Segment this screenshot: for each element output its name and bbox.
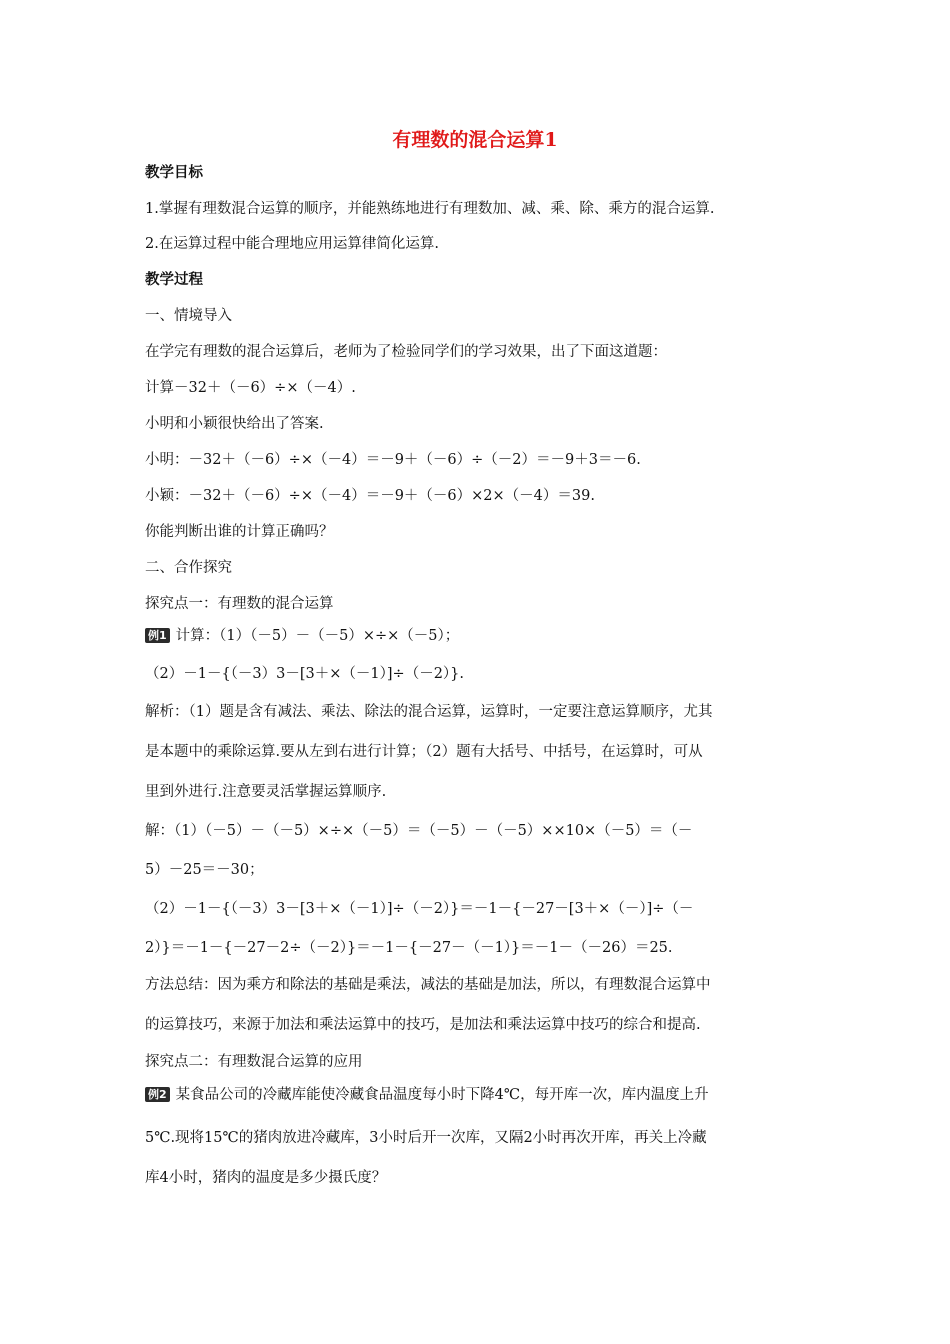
example-1-badge: 例1	[145, 628, 170, 643]
example-2-badge: 例2	[145, 1087, 170, 1102]
intro-line-1: 在学完有理数的混合运算后，老师为了检验同学们的学习效果，出了下面这道题：	[145, 344, 667, 360]
intro-line-4: 小明：－32＋（－6）÷×（－4）＝－9＋（－6）÷（－2）＝－9＋3＝－6.	[145, 452, 641, 468]
example-2-line-1	[145, 1085, 845, 1105]
example-2-line-2: 5℃.现将15℃的猪肉放进冷藏库，3小时后开一次库，又隔2小时再次开库，再关上冷藏	[145, 1130, 707, 1146]
intro-line-3: 小明和小颖很快给出了答案.	[145, 416, 324, 432]
solution-line-4: 2）}＝－1－{－27－2÷（－2）}＝－1－{－27－（－1）}＝－1－（－26）＝25.	[145, 940, 673, 956]
example-1-line-2: （2）－1－{（－3）3－[3＋×（－1）]÷（－2）}.	[145, 666, 464, 682]
goal-1: 1.掌握有理数混合运算的顺序，并能熟练地进行有理数加、减、乘、除、乘方的混合运算.	[145, 201, 715, 217]
solution-line-2: 5）－25＝－30；	[145, 862, 264, 878]
point-1-heading: 探究点一：有理数的混合运算	[145, 596, 334, 612]
analysis-line-2: 是本题中的乘除运算.要从左到右进行计算；（2）题有大括号、中括号，在运算时，可从	[145, 744, 703, 760]
point-2-heading: 探究点二：有理数混合运算的应用	[145, 1054, 363, 1070]
intro-line-5: 小颖：－32＋（－6）÷×（－4）＝－9＋（－6）×2×（－4）＝39.	[145, 488, 595, 504]
solution-line-1: 解：（1）（－5）－（－5）×÷×（－5）＝（－5）－（－5）××10×（－5）＝（－	[145, 823, 693, 839]
example-2-line-3: 库4小时，猪肉的温度是多少摄氏度？	[145, 1170, 387, 1186]
goals-heading: 教学目标	[145, 164, 203, 181]
part-2-heading: 二、合作探究	[145, 560, 232, 576]
intro-line-2: 计算－32＋（－6）÷×（－4）.	[145, 380, 356, 396]
process-heading: 教学过程	[145, 271, 203, 288]
page-title: 有理数的混合运算1	[392, 129, 558, 151]
analysis-line-1: 解析：（1）题是含有减法、乘法、除法的混合运算，运算时，一定要注意运算顺序，尤其	[145, 704, 713, 720]
intro-line-6: 你能判断出谁的计算正确吗？	[145, 524, 334, 540]
summary-line-2: 的运算技巧，来源于加法和乘法运算中的技巧，是加法和乘法运算中技巧的综合和提高.	[145, 1017, 701, 1033]
example-2-text: 某食品公司的冷藏库能使冷藏食品温度每小时下降4℃，每开库一次，库内温度上升	[175, 1087, 709, 1103]
example-1-text: 计算：（1）（－5）－（－5）×÷×（－5）；	[175, 628, 460, 644]
part-1-heading: 一、情境导入	[145, 308, 232, 324]
example-1-line-1	[145, 626, 845, 646]
analysis-line-3: 里到外进行.注意要灵活掌握运算顺序.	[145, 784, 387, 800]
solution-line-3: （2）－1－{（－3）3－[3＋×（－1）]÷（－2）}＝－1－{－27－[3＋×（－）]÷（－	[145, 901, 694, 917]
summary-line-1: 方法总结：因为乘方和除法的基础是乘法，减法的基础是加法，所以，有理数混合运算中	[145, 977, 711, 993]
goal-2: 2.在运算过程中能合理地应用运算律简化运算.	[145, 236, 439, 252]
